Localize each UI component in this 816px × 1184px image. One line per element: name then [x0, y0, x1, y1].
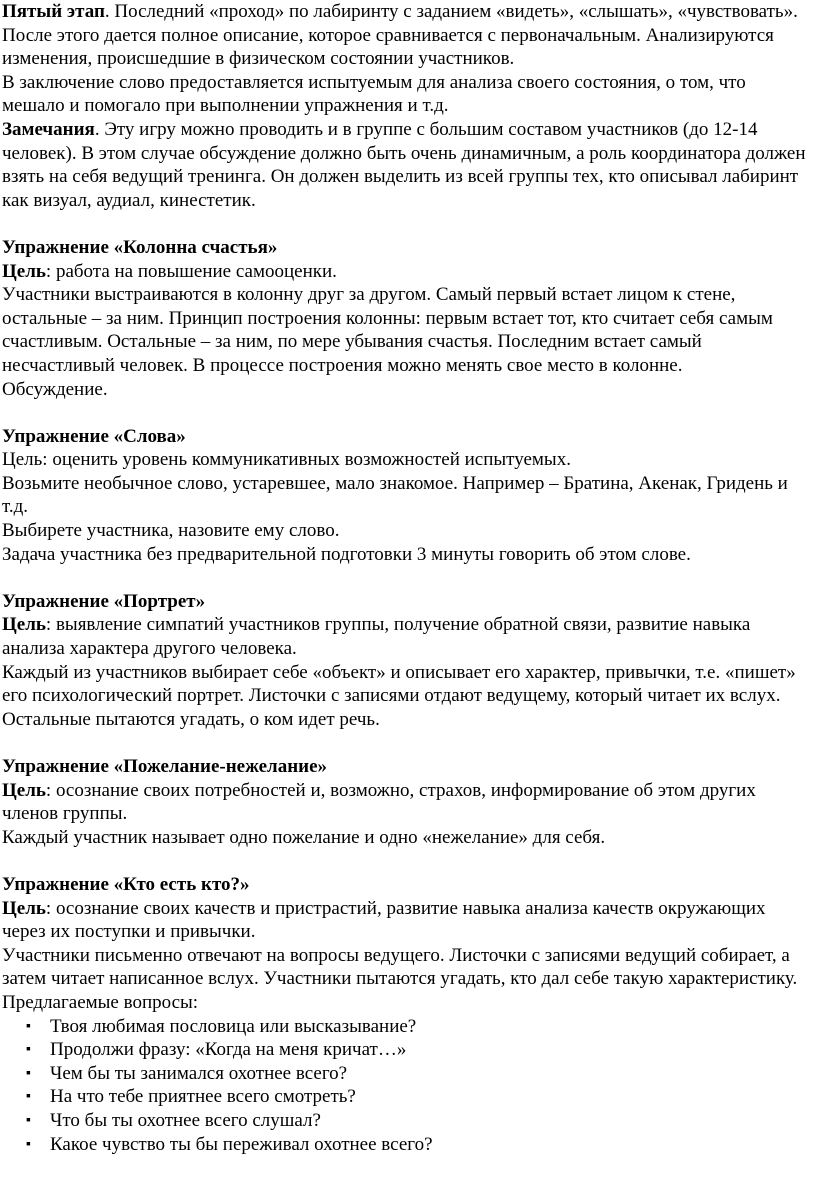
ex2-line3: Задача участника без предварительной подготовки 3 минуты говорить об этом слове. — [2, 543, 691, 565]
list-item — [26, 1109, 810, 1133]
spacer — [2, 566, 810, 590]
spacer — [2, 401, 810, 425]
ex5-body: Участники письменно отвечают на вопросы ведущего. Листочки с записями ведущий собирает, а затем читает написанное вслух. Участники пытаются угадать, кто дал себе такую характеристику. Предлагаемые вопросы: — [2, 944, 798, 1013]
spacer — [2, 731, 810, 755]
question-text: Что бы ты охотнее всего слушал? — [50, 1109, 321, 1131]
list-item — [26, 1085, 810, 1109]
ex3-title-text: Упражнение «Портрет» — [2, 590, 206, 612]
spacer — [2, 212, 810, 236]
ex5-goal-label: Цель — [2, 897, 46, 919]
ex1-body: Участники выстраиваются в колонну друг за другом. Самый первый встает лицом к стене, остальные – за ним. Принцип построения колонны: первым встает тот, кто считает себя самым счастливым. Остальные – за ним, по мере убывания счастья. Последним встает самый несчастливый человек. В процессе построения можно менять свое место в колонне. — [2, 284, 773, 376]
ex5-title-text: Упражнение «Кто есть кто?» — [2, 873, 250, 895]
question-text: Какое чувство ты бы переживал охотнее всего? — [50, 1133, 433, 1155]
bullet-icon: ▪ — [26, 1089, 31, 1105]
ex1-goal-label: Цель — [2, 260, 46, 282]
ex5-goal — [2, 897, 810, 944]
question-text: На что тебе приятнее всего смотреть? — [50, 1086, 356, 1108]
stage5-title: Пятый этап — [2, 1, 105, 22]
ex1-goal-text: : работа на повышение самооценки. — [45, 260, 337, 282]
ex4-title-text: Упражнение «Пожелание-нежелание» — [2, 756, 328, 777]
list-item — [26, 1062, 810, 1086]
bullet-icon: ▪ — [26, 1042, 31, 1058]
stage5-text: . Последний «проход» по лабиринту с заданием «видеть», «слышать», «чувствовать». После этого дается полное описание, которое сравнивается с первоначальным. Анализируются изменения, происшедшие в физическом состоянии участников. — [2, 1, 798, 70]
question-text: Твоя любимая пословица или высказывание? — [50, 1015, 417, 1037]
question-text: Продолжи фразу: «Когда на меня кричат…» — [50, 1039, 407, 1061]
spacer — [2, 849, 810, 873]
ex4-title — [2, 755, 810, 779]
ex3-title — [2, 590, 810, 614]
ex2-title-text: Упражнение «Слова» — [2, 425, 186, 447]
ex3-goal-text: : выявление симпатий участников группы, получение обратной связи, развитие навыка анализа характера другого человека. — [2, 614, 751, 660]
list-item — [26, 1133, 810, 1157]
ex2-line1: Возьмите необычное слово, устаревшее, мало знакомое. Например – Братина, Акенак, Гридень и т.д. — [2, 472, 788, 518]
ex4-body: Каждый участник называет одно пожелание и одно «нежелание» для себя. — [2, 826, 606, 848]
ex4-goal-text: : осознание своих потребностей и, возможно, страхов, информирование об этом других членов группы. — [2, 779, 756, 825]
ex1-title-text: Упражнение «Колонна счастья» — [2, 236, 278, 258]
ex2-line2: Выбирете участника, назовите ему слово. — [2, 520, 340, 542]
list-item — [26, 1038, 810, 1062]
remarks-title: Замечания — [2, 118, 95, 140]
stage5-paragraph — [2, 0, 810, 71]
bullet-icon: ▪ — [26, 1136, 31, 1152]
remarks-text: . Эту игру можно проводить и в группе с большим составом участников (до 12-14 человек). В этом случае обсуждение должно быть очень динамичным, а роль координатора должен взять на себя ведущий тренинга. Он должен выделить из всей группы тех, кто описывал лабиринт как визуал, аудиал, кинестетик. — [2, 118, 806, 211]
ex3-body: Каждый из участников выбирает себе «объект» и описывает его характер, привычки, т.е. «пишет» его психологический портрет. Листочки с записями отдают ведущему, который читает их вслух. Остальные пытаются угадать, о ком идет речь. — [2, 661, 796, 730]
list-item — [26, 1015, 810, 1039]
stage5-conclusion: В заключение слово предоставляется испытуемым для анализа своего состояния, о том, что мешало и помогало при выполнении упражнения и т.д. — [2, 71, 746, 117]
ex1-discussion: Обсуждение. — [2, 378, 108, 400]
ex1-goal — [2, 260, 810, 284]
bullet-icon: ▪ — [26, 1018, 31, 1034]
ex4-goal-label: Цель — [2, 779, 46, 801]
ex4-goal — [2, 779, 810, 826]
question-text: Чем бы ты занимался охотнее всего? — [50, 1062, 348, 1084]
questions-list — [2, 1015, 810, 1157]
ex2-goal: Цель: оценить уровень коммуникативных возможностей испытуемых. — [2, 449, 571, 471]
ex5-title — [2, 873, 810, 897]
bullet-icon: ▪ — [26, 1112, 31, 1128]
bullet-icon: ▪ — [26, 1065, 31, 1081]
ex1-title — [2, 236, 810, 260]
remarks-paragraph — [2, 118, 810, 212]
ex3-goal-label: Цель — [2, 614, 46, 636]
ex5-goal-text: : осознание своих качеств и пристрастий, развитие навыка анализа качеств окружающих через их поступки и привычки. — [2, 897, 766, 943]
ex3-goal — [2, 613, 810, 660]
ex2-title — [2, 425, 810, 449]
